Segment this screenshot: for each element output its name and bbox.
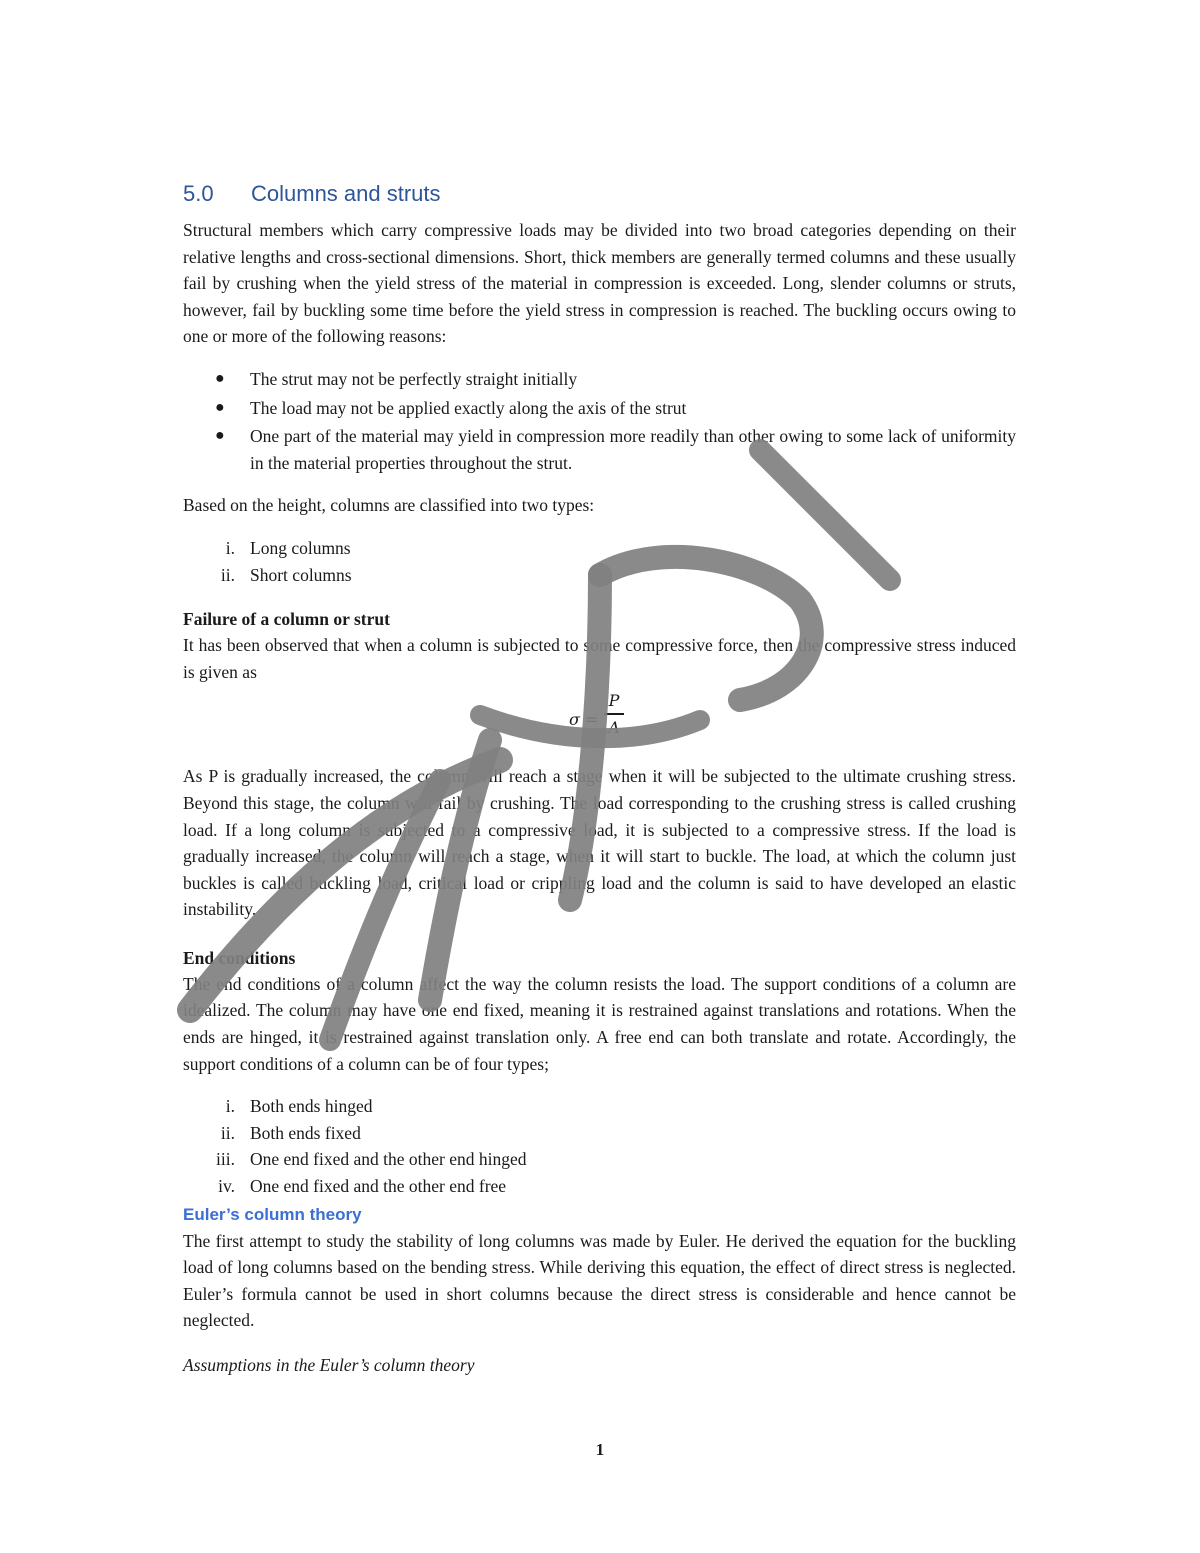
end-conditions-heading: End conditions [183, 947, 296, 968]
list-item: ii. Short columns [220, 564, 352, 585]
formula-denominator: A [608, 718, 620, 738]
failure-paragraph: It has been observed that when a column is subjected to some compressive force, then the compressive stress induced is given as [183, 635, 1016, 682]
intro-paragraph: Structural members which carry compressive loads may be divided into two broad categories depending on their relative lengths and cross-sectional dimensions. Short, thick members are generally termed columns and these usually fail by crushing when the yield stress of the material in compression is exceeded. Long, slender columns or struts, however, fail by buckling some time before the yield stress in compression is reached. The buckling occurs owing to one or more of the following reasons: [183, 220, 1016, 347]
euler-heading: Euler’s column theory [183, 1204, 362, 1224]
bullet-icon: ● [215, 398, 225, 416]
buckling-paragraph: As P is gradually increased, the column will reach a stage when it will be subjected to the ultimate crushing stress. Beyond this stage, the column will fail by crushing. The load corresponding to the crushing stress is called crushing load. If a long column is subjected to a compressive load, it is subjected to a compressive stress. If the load is gradually increased, the column will reach a stage, when it will start to buckle. The load, at which the column just buckles is called buckling load, critical load or crippling load and the column is said to have developed an elastic instability. [183, 766, 1016, 920]
formula-numerator: P [608, 691, 620, 711]
list-item: i. Long columns [225, 537, 351, 558]
section-number: 5.0 [183, 181, 214, 206]
assumptions-heading: Assumptions in the Euler’s column theory [183, 1355, 475, 1375]
bullet-icon: ● [215, 427, 225, 445]
section-title: Columns and struts [251, 181, 441, 206]
end-conditions-list [183, 1093, 1016, 1199]
classification-intro: Based on the height, columns are classified into two types: [183, 495, 595, 516]
euler-paragraph: The first attempt to study the stability of long columns was made by Euler. He derived the equation for the buckling load of long columns based on the bending stress. While deriving this equation, the effect of direct stress is neglected. Euler’s formula cannot be used in short columns because the direct stress is considerable and hence cannot be neglected. [183, 1230, 1016, 1331]
column-types-list [183, 535, 1016, 588]
failure-heading: Failure of a column or strut [183, 609, 390, 630]
formula-lhs: σ = [569, 710, 599, 730]
fraction-bar [604, 713, 624, 715]
list-item: ● One part of the material may yield in compression more readily than other owing to some lack of uniformity in the material properties throughout the strut. [183, 423, 1016, 476]
stress-formula [183, 691, 1016, 747]
list-item: ii. Both ends fixed [220, 1122, 361, 1143]
list-item: ● The load may not be applied exactly along the axis of the strut [183, 395, 1016, 422]
list-item: i. Both ends hinged [225, 1096, 373, 1117]
bullet-icon: ● [215, 369, 225, 387]
list-item: ● The strut may not be perfectly straight initially [183, 366, 1016, 393]
list-item: iv. One end fixed and the other end free [218, 1176, 507, 1197]
reasons-list [183, 366, 1016, 476]
section-heading [183, 178, 1016, 210]
formula-fraction [604, 691, 624, 738]
page-number: 1 [595, 1440, 605, 1459]
end-conditions-paragraph: The end conditions of a column affect the way the column resists the load. The support conditions of a column are idealized. The column may have one end fixed, meaning it is restrained against translations and rotations. When the ends are hinged, it is restrained against translation only. A free end can both translate and rotate. Accordingly, the support conditions of a column can be of four types; [183, 973, 1016, 1074]
list-item: iii. One end fixed and the other end hinged [216, 1149, 527, 1170]
page-content [183, 178, 1016, 1379]
